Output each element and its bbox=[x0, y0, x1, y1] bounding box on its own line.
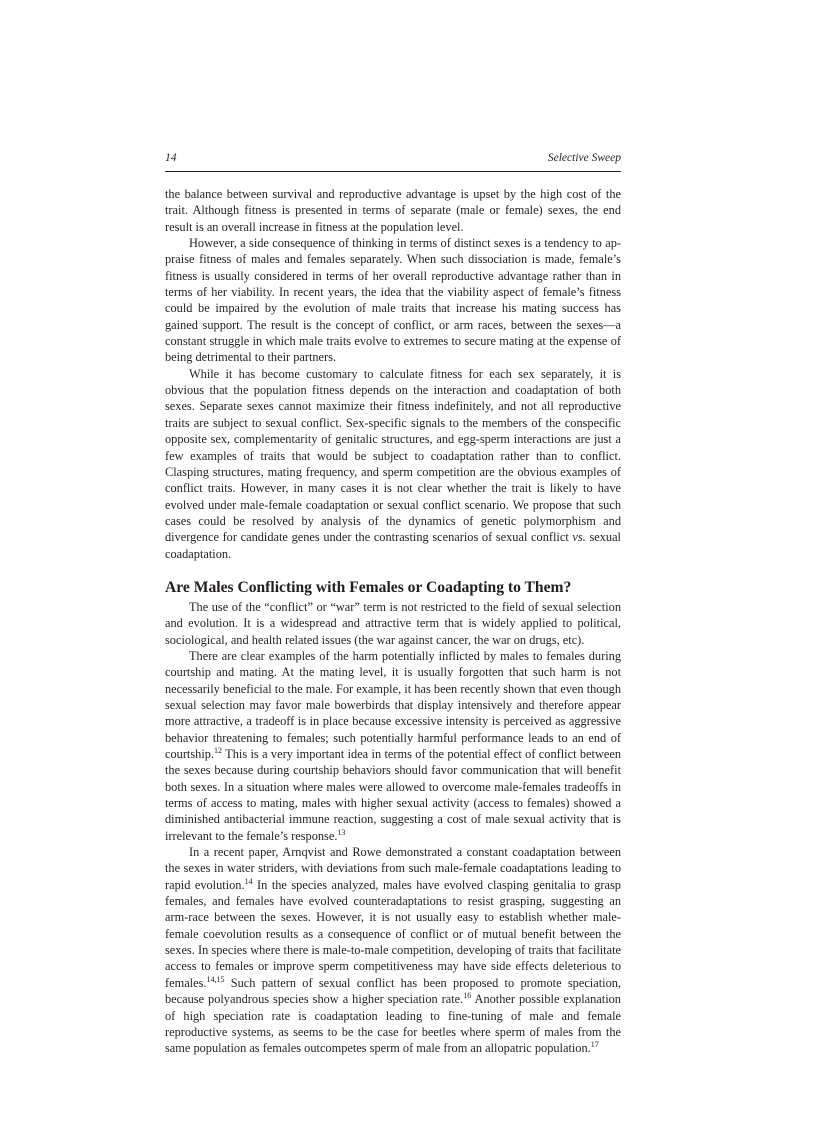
page-number: 14 bbox=[165, 152, 177, 164]
running-title: Selective Sweep bbox=[547, 152, 621, 164]
running-head bbox=[165, 152, 621, 170]
paragraph-5-text-b: This is a very important idea in terms of the potential effect of conflict between the sexes because during courtship behaviors should favor communication that will benefit both sexes. In a situation where males were allowed to overcome male-females tradeoffs in terms of access to mating, males with higher sexual activity (access to females) showed a diminished antibacterial immune reaction, suggesting a cost of male sexual activity that is irrelevant to the female’s response. bbox=[165, 747, 621, 843]
citation-13: 13 bbox=[337, 827, 346, 837]
paragraph-6-text-a: In a recent paper, Arnqvist and Rowe demonstrated a constant coadaptation between the sexes in water striders, with deviations from such male-female coadaptations leading to rapid evolution. bbox=[165, 845, 621, 892]
paragraph-3-text: While it has become customary to calculate fitness for each sex separately, it is obvious that the population fitness depends on the interaction and coadaptation of both sexes. Separate sexes cannot maximize their fitness indefinitely, and not all reproductive traits are subject to sexual conflict. Sex-specific signals to the members of the conspecific opposite sex, complementarity of genitalic structures, and egg-sperm interactions are just a few examples of traits that would be subject to coadaptation rather than to conflict. Clasping structures, mating frequency, and sperm competition are the obvious examples of conflict traits. However, in many cases it is not clear whether the trait is likely to have evolved under male-female coadaptation or sexual conflict scenario. We propose that such cases could be resolved by analysis of the dynamics of genetic polymorphism and divergence for candidate genes under the contrasting scenarios of sexual conflict bbox=[165, 366, 621, 545]
paragraph-5-text-a: There are clear examples of the harm potentially inflicted by males to females during courtship and mating. At the mating level, it is usually forgotten that such harm is not necessarily beneficial to the male. For example, it has been recently shown that even though sexual selection may favor male bowerbirds that display intensively and therefore appear more attractive, a tradeoff is in place because excessive intensity is perceived as aggressive behavior threatening to females; such potentially harmful performance leads to an end of courtship. bbox=[165, 648, 621, 761]
section-heading: Are Males Conflicting with Females or Coadapting to Them? bbox=[165, 578, 572, 596]
paragraph-6-text-c: Such pattern of sexual conflict has been proposed to promote speciation, because polyandrous species show a higher speciation rate. bbox=[165, 975, 621, 1007]
versus-abbrev: vs. bbox=[572, 530, 586, 545]
citation-12: 12 bbox=[214, 746, 223, 755]
paragraph-3 bbox=[165, 366, 621, 562]
paragraph-5 bbox=[165, 648, 621, 844]
paragraph-4: The use of the “conflict” or “war” term is not restricted to the field of sexual selection and evolution. It is a widespread and attractive term that is widely applied to political, sociological, and health related issues (the war against cancer, the war on drugs, etc). bbox=[165, 599, 621, 647]
citation-14: 14 bbox=[244, 876, 253, 886]
paragraph-6-text-b: In the species analyzed, males have evolved clasping genitalia to grasp females, and females have evolved counteradaptations to resist grasping, suggesting an arm-race between the sexes. However, it is not usually easy to establish whether male-female coevolution results as a consequence of conflict or of mutual benefit between the sexes. In species where there is male-to-male competition, developing of traits that facilitate access to females or improve sperm competitiveness may have side effects deleterious to females. bbox=[165, 877, 621, 990]
header-rule bbox=[165, 171, 621, 172]
paragraph-2: However, a side consequence of thinking in terms of distinct sexes is a tendency to appraise fitness of males and females separately. When such dissociation is made, female’s fitness is usually considered in terms of her overall reproductive advantage rather than in terms of her viability. In recent years, the idea that the viability aspect of female’s fitness could be impaired by the evolution of male traits that increase his mating success has gained support. The result is the concept of conflict, or arm races, between the sexes—a constant struggle in which male traits evolve to extremes to secure mating at the expense of being detrimental to their partners. bbox=[165, 236, 621, 365]
citation-14-15: 14,15 bbox=[206, 974, 225, 984]
paragraph-3-end: sexual coadaptation. bbox=[165, 530, 621, 561]
paragraph-6 bbox=[165, 844, 621, 1056]
citation-16: 16 bbox=[463, 991, 472, 1001]
body-text bbox=[165, 186, 621, 1057]
citation-17: 17 bbox=[590, 1040, 599, 1050]
paragraph-1: the balance between survival and reproductive advantage is upset by the high cost of the trait. Although fitness is presented in terms of separate (male or female) sexes, the end result is an overall increase in fitness at the population level. bbox=[165, 187, 621, 234]
paragraph-6-text-d: Another possible explanation of high speciation rate is coadaptation leading to fine-tuning of male and female reproductive systems, as seems to be the case for beetles where sperm of males from the same population as females outcompetes sperm of male from an allopatric population. bbox=[165, 992, 621, 1056]
